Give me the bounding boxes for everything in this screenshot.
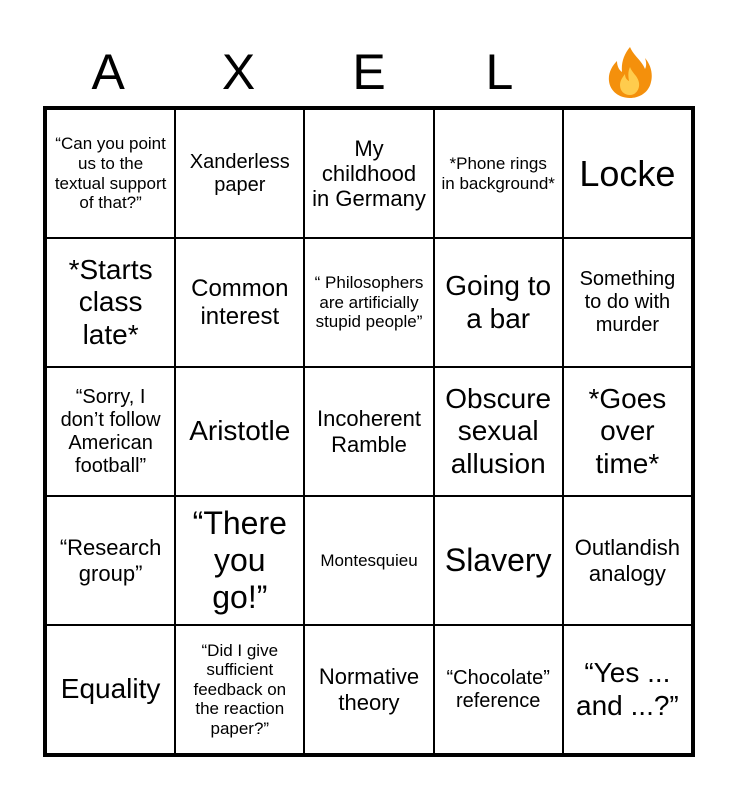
bingo-cell-text: *Starts class late*: [68, 254, 153, 350]
bingo-cell-text: Common interest: [191, 274, 289, 330]
bingo-cell[interactable]: [46, 367, 175, 496]
bingo-cell-text: Obscure sexual allusion: [445, 383, 552, 479]
bingo-cell[interactable]: [434, 625, 563, 754]
bingo-cell-text: “Sorry, I don’t follow American football”: [60, 385, 161, 477]
bingo-cell-text: Locke: [579, 152, 676, 194]
bingo-cell[interactable]: [175, 625, 304, 754]
bingo-cell-text: Xanderless paper: [189, 150, 290, 196]
bingo-cell-text: *Phone rings in background*: [441, 153, 555, 193]
bingo-cell[interactable]: [434, 238, 563, 367]
bingo-cell-text: Aristotle: [189, 415, 291, 447]
bingo-cell[interactable]: [304, 238, 433, 367]
bingo-cell[interactable]: [304, 109, 433, 238]
bingo-cell-text: Something to do with murder: [579, 268, 676, 336]
bingo-cell-text: Montesquieu: [320, 550, 418, 570]
bingo-cell-text: “There you go!”: [192, 505, 287, 615]
bingo-cell-text: “Chocolate” reference: [446, 666, 550, 712]
header-letter-x: X: [221, 44, 256, 100]
fire-icon: [606, 45, 654, 99]
bingo-cell[interactable]: [46, 238, 175, 367]
bingo-cell-text: Going to a bar: [445, 270, 552, 334]
header-fire-cell: [565, 40, 695, 104]
bingo-cell[interactable]: [434, 109, 563, 238]
bingo-cell[interactable]: [434, 496, 563, 625]
bingo-board: [43, 106, 695, 757]
bingo-cell-text: “Yes ... and ...?”: [576, 657, 679, 721]
bingo-cell[interactable]: [563, 625, 692, 754]
bingo-cell[interactable]: [304, 625, 433, 754]
bingo-cell[interactable]: [434, 367, 563, 496]
bingo-cell[interactable]: [175, 238, 304, 367]
bingo-cell[interactable]: [304, 496, 433, 625]
bingo-cell[interactable]: [46, 625, 175, 754]
bingo-cell-text: “ Philosophers are artificially stupid people”: [314, 273, 424, 332]
bingo-cell[interactable]: [175, 367, 304, 496]
bingo-cell-text: “Can you point us to the textual support of that?”: [54, 134, 167, 213]
bingo-cell-text: “Research group”: [59, 535, 162, 586]
bingo-cell-text: *Goes over time*: [588, 383, 667, 479]
bingo-cell[interactable]: [563, 367, 692, 496]
bingo-cell-text: Incoherent Ramble: [317, 406, 421, 457]
bingo-cell-text: Slavery: [444, 542, 552, 579]
bingo-cell[interactable]: [46, 496, 175, 625]
header-letter-l: L: [485, 44, 514, 100]
bingo-cell-text: My childhood in Germany: [312, 135, 426, 212]
bingo-cell-text: Normative theory: [318, 664, 420, 715]
bingo-header: [43, 40, 695, 104]
header-letter-e: E: [352, 44, 386, 100]
bingo-cell[interactable]: [46, 109, 175, 238]
bingo-cell[interactable]: [175, 496, 304, 625]
bingo-cell[interactable]: [563, 238, 692, 367]
bingo-cell-text: Equality: [60, 673, 161, 705]
bingo-cell-text: Outlandish analogy: [574, 535, 680, 586]
bingo-cell[interactable]: [563, 109, 692, 238]
bingo-cell[interactable]: [175, 109, 304, 238]
bingo-cell-text: “Did I give sufficient feedback on the reaction paper?”: [193, 640, 287, 738]
header-letter-a: A: [91, 44, 125, 100]
bingo-cell[interactable]: [563, 496, 692, 625]
bingo-cell[interactable]: [304, 367, 433, 496]
